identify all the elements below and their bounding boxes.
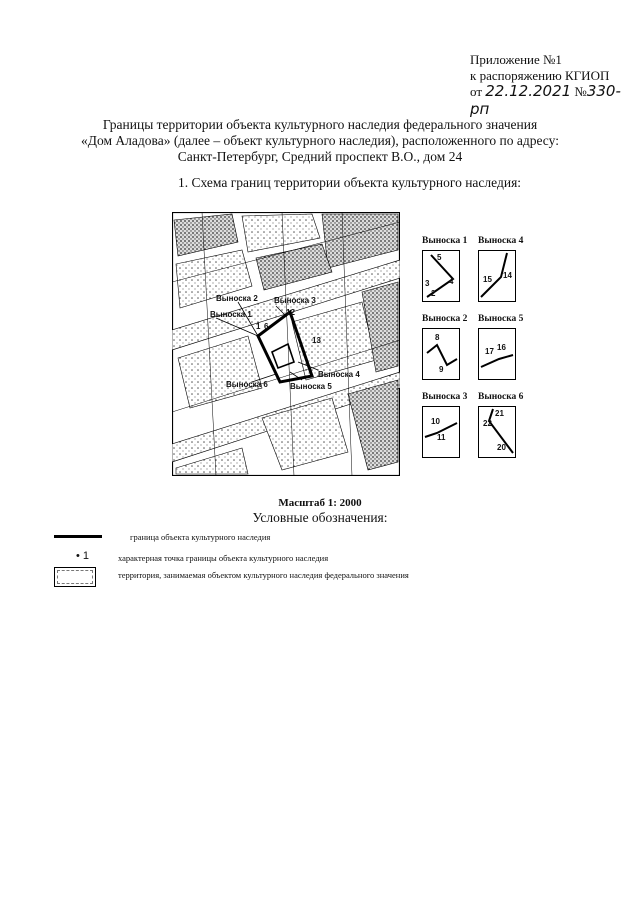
legend-boundary-line [54, 535, 102, 538]
map-callout-5-label: Выноска 5 [290, 382, 332, 391]
callout-3-box [422, 406, 460, 458]
map-point-13: 13 [312, 336, 321, 345]
callout-1-box [422, 250, 460, 302]
callout-1-title: Выноска 1 [422, 236, 468, 246]
callout-6-title: Выноска 6 [478, 392, 524, 402]
callout-5-point-a: 17 [485, 347, 494, 356]
map-drawing [172, 212, 400, 476]
callout-6-point-b: 22 [483, 419, 492, 428]
date-prefix: от [470, 84, 483, 99]
map-callout-6-label: Выноска 6 [226, 380, 268, 389]
handwritten-number: 330-рп [470, 82, 621, 118]
map-callout-2-label: Выноска 2 [216, 294, 258, 303]
callout-2-title: Выноска 2 [422, 314, 468, 324]
legend-area-symbol [54, 567, 96, 587]
map-callout-3-label: Выноска 3 [274, 296, 316, 305]
map-point-6: 6 [264, 322, 269, 331]
callout-3-title: Выноска 3 [422, 392, 468, 402]
number-sign: № [574, 84, 587, 99]
callout-1-point-d: 2 [431, 289, 436, 298]
legend-point-symbol: • 1 [76, 550, 90, 562]
map-callout-1-label: Выноска 1 [210, 310, 252, 319]
callout-2-box [422, 328, 460, 380]
appendix-title: Приложение №1 [470, 52, 562, 67]
callout-4-point-a: 15 [483, 275, 492, 284]
callout-4-box [478, 250, 516, 302]
callout-4-title: Выноска 4 [478, 236, 524, 246]
title-line-3: Санкт-Петербург, Средний проспект В.О., дом 24 [177, 149, 463, 164]
legend-area-text: территория, занимаемая объектом культурного наследия федерального значения [118, 570, 409, 580]
title-line-1: Границы территории объекта культурного наследия федерального значения [102, 117, 538, 132]
callout-2 [422, 314, 468, 374]
callout-1-point-c: 4 [449, 277, 454, 286]
callout-3-point-b: 11 [437, 433, 446, 442]
callout-6-point-a: 21 [495, 409, 504, 418]
map-point-12: 12 [286, 308, 295, 317]
legend-boundary-text: граница объекта культурного наследия [130, 532, 271, 542]
legend-point-text: характерная точка границы объекта культурного наследия [118, 553, 329, 563]
callout-3 [422, 392, 468, 442]
callout-1-point-b: 3 [425, 279, 430, 288]
order-reference: к распоряжению КГИОП [470, 68, 610, 83]
callout-6-point-c: 20 [497, 443, 506, 452]
callout-4-point-b: 14 [503, 271, 512, 280]
callout-5-point-b: 16 [497, 343, 506, 352]
callout-5-box [478, 328, 516, 380]
callout-5 [478, 314, 524, 356]
callout-2-point-a: 8 [435, 333, 440, 342]
callout-6-box [478, 406, 516, 458]
map-point-1: 1 [256, 322, 261, 331]
order-date-line [470, 82, 640, 118]
callout-5-title: Выноска 5 [478, 314, 524, 324]
callout-1 [422, 236, 468, 298]
map-callout-4-label: Выноска 4 [318, 370, 360, 379]
legend-area-fill [57, 570, 93, 584]
callout-4 [478, 236, 524, 284]
legend-heading: Условные обозначения: [252, 510, 388, 525]
callout-6 [478, 392, 524, 452]
callout-1-point-a: 5 [437, 253, 442, 262]
section-heading: 1. Схема границ территории объекта культурного наследия: [178, 175, 522, 190]
callout-3-drawing [423, 407, 459, 457]
callout-3-point-a: 10 [431, 417, 440, 426]
handwritten-date: 22.12.2021 [485, 82, 572, 100]
map-scale: Масштаб 1: 2000 [278, 497, 362, 509]
title-line-2: «Дом Аладова» (далее – объект культурного наследия), расположенного по адресу: [81, 133, 559, 148]
cadastral-map [172, 212, 400, 476]
callout-2-point-b: 9 [439, 365, 444, 374]
